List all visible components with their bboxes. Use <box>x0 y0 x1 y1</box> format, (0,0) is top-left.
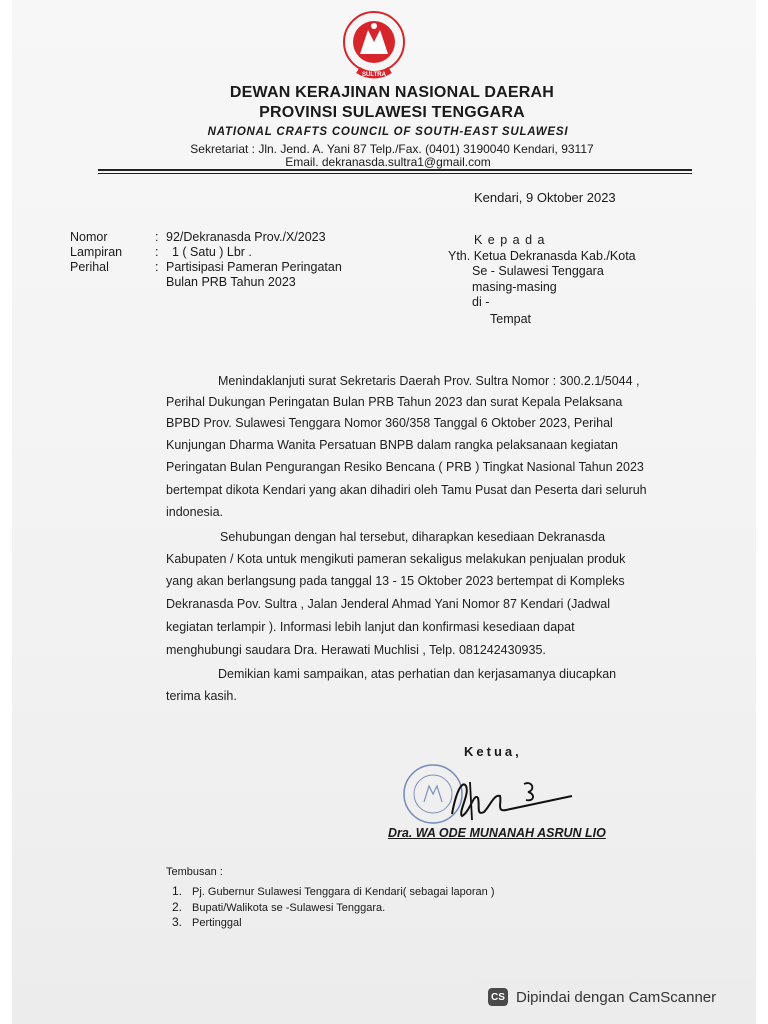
recipient-kepada: K e p a d a <box>474 233 546 247</box>
cc-heading: Tembusan : <box>166 866 223 878</box>
header-rule-thin <box>98 173 692 174</box>
cc-item: Bupati/Walikota se -Sulawesi Tenggara. <box>192 902 386 914</box>
body-line: Menindaklanjuti surat Sekretaris Daerah Prov. Sultra Nomor : 300.2.1/5044 , <box>218 374 640 388</box>
body-line: Perihal Dukungan Peringatan Bulan PRB Tahun 2023 dan surat Kepala Pelaksana <box>166 395 623 409</box>
handwritten-signature <box>440 772 580 824</box>
org-email: Email. dekranasda.sultra1@gmail.com <box>285 155 491 169</box>
signatory-name: Dra. WA ODE MUNANAH ASRUN LIO <box>388 826 606 840</box>
body-line: Kabupaten / Kota untuk mengikuti pameran sekaligus melakukan penjualan produk <box>166 552 626 566</box>
org-province: PROVINSI SULAWESI TENGGARA <box>259 104 525 121</box>
cc-item-number: 2. <box>172 900 183 914</box>
svg-text:SULTRA: SULTRA <box>362 72 386 78</box>
meta-value-lampiran: 1 ( Satu ) Lbr . <box>172 245 252 259</box>
camscanner-watermark <box>474 978 756 1016</box>
meta-label-nomor: Nomor <box>70 230 108 244</box>
body-line: Sehubungan dengan hal tersebut, diharapkan kesediaan Dekranasda <box>220 530 606 544</box>
signatory-title: Ketua, <box>464 744 522 759</box>
meta-colon: : <box>155 245 159 259</box>
body-line: terima kasih. <box>166 689 237 703</box>
body-line: Dekranasda Pov. Sultra , Jalan Jenderal Ahmad Yani Nomor 87 Kendari (Jadwal <box>166 597 610 611</box>
header-rule <box>98 169 692 171</box>
org-name: DEWAN KERAJINAN NASIONAL DAERAH <box>229 84 555 101</box>
recipient-line: Se - Sulawesi Tenggara <box>472 264 604 278</box>
body-line: menghubungi saudara Dra. Herawati Muchlisi , Telp. 081242430935. <box>166 643 546 657</box>
camscanner-text: Dipindai dengan CamScanner <box>516 988 717 1006</box>
body-line: bertempat dikota Kendari yang akan dihadiri oleh Tamu Pusat dan Peserta dari seluruh <box>166 483 647 497</box>
meta-value-perihal-2: Bulan PRB Tahun 2023 <box>166 275 296 289</box>
body-line: kegiatan terlampir ). Informasi lebih lanjut dan konfirmasi kesediaan dapat <box>166 620 575 634</box>
meta-label-perihal: Perihal <box>70 260 109 274</box>
recipient-line: di - <box>472 295 490 309</box>
meta-colon: : <box>155 260 159 274</box>
meta-label-lampiran: Lampiran <box>70 245 123 259</box>
body-line: indonesia. <box>166 505 223 519</box>
recipient-line: masing-masing <box>472 280 557 294</box>
cc-item: Pertinggal <box>192 917 242 929</box>
org-address: Sekretariat : Jln. Jend. A. Yani 87 Telp./Fax. (0401) 3190040 Kendari, 93117 <box>190 142 594 156</box>
meta-colon: : <box>155 230 159 244</box>
cc-item-number: 3. <box>172 915 183 929</box>
body-line: Kunjungan Dharma Wanita Persatuan BNPB dalam rangka pelaksanaan kegiatan <box>166 438 618 452</box>
cc-item-number: 1. <box>172 884 183 898</box>
meta-value-perihal: Partisipasi Pameran Peringatan <box>166 260 342 274</box>
recipient-line: Yth. Ketua Dekranasda Kab./Kota <box>448 249 636 263</box>
body-line: yang akan berlangsung pada tanggal 13 - 15 Oktober 2023 bertempat di Kompleks <box>166 574 625 588</box>
org-english-name: NATIONAL CRAFTS COUNCIL OF SOUTH-EAST SULAWESI <box>207 126 569 138</box>
body-line: Peringatan Bulan Pengurangan Resiko Bencana ( PRB ) Tingkat Nasional Tahun 2023 <box>166 460 644 474</box>
letter-date: Kendari, 9 Oktober 2023 <box>474 190 616 205</box>
recipient-line: Tempat <box>490 312 531 326</box>
dekranasda-logo <box>338 8 410 84</box>
body-line: Demikian kami sampaikan, atas perhatian dan kerjasamanya diucapkan <box>218 667 617 681</box>
cc-item: Pj. Gubernur Sulawesi Tenggara di Kendari( sebagai laporan ) <box>192 886 495 898</box>
meta-value-nomor: 92/Dekranasda Prov./X/2023 <box>166 230 326 244</box>
camscanner-icon: CS <box>488 988 508 1006</box>
body-line: BPBD Prov. Sulawesi Tenggara Nomor 360/358 Tanggal 6 Oktober 2023, Perihal <box>166 416 613 430</box>
